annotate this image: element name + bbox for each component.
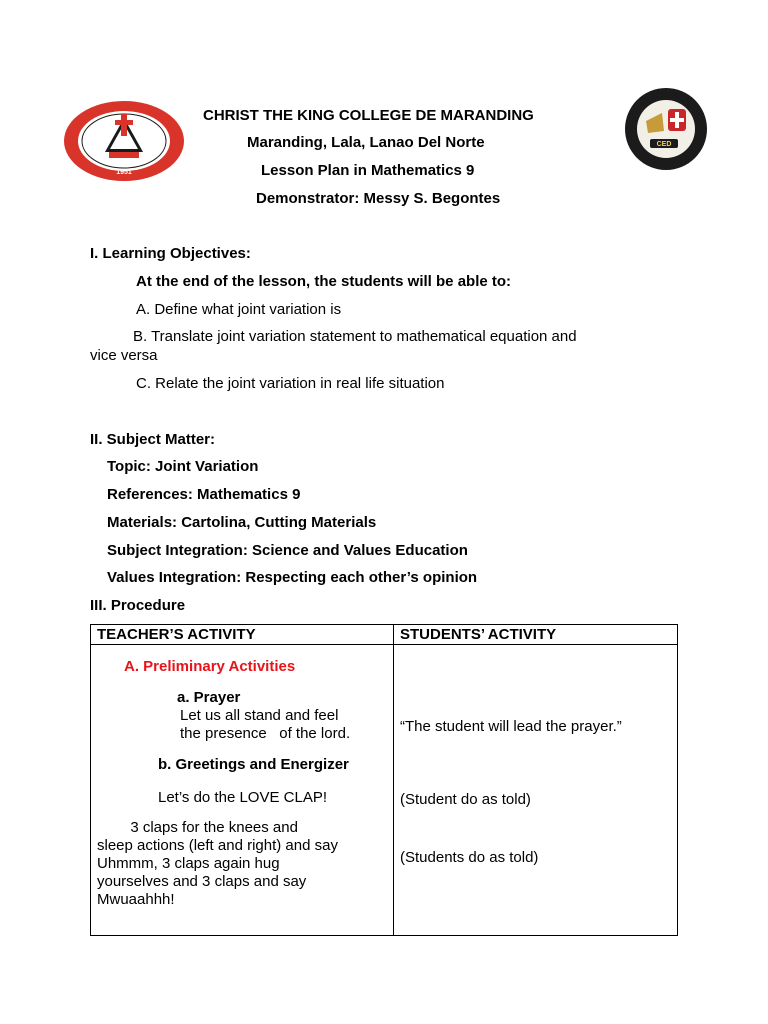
objective-b: B. Translate joint variation statement to mathematical equation and [133,328,577,345]
lesson-title: Lesson Plan in Mathematics 9 [261,162,475,179]
instruction-line-5: Mwuaahhh! [97,891,175,908]
student-told-2: (Students do as told) [400,849,539,866]
seal-year: 1951 [116,169,132,176]
students-activity-header: STUDENTS’ ACTIVITY [400,626,557,643]
subject-matter-heading: II. Subject Matter: [90,431,216,448]
objectives-heading: I. Learning Objectives: [90,245,251,262]
values-integration: Values Integration: Respecting each other’s opinion [107,569,478,586]
student-prayer: “The student will lead the prayer.” [400,718,622,735]
references: References: Mathematics 9 [107,486,301,503]
topic: Topic: Joint Variation [107,458,259,475]
college-seal-logo [63,100,185,182]
school-address: Maranding, Lala, Lanao Del Norte [247,134,485,151]
prayer-line-1: Let us all stand and feel [180,707,339,724]
procedure-table [90,624,678,936]
college-of-education-logo [614,87,718,171]
objectives-intro: At the end of the lesson, the students will be able to: [136,273,512,290]
teacher-activity-header: TEACHER’S ACTIVITY [97,626,256,643]
instruction-line-2: sleep actions (left and right) and say [97,837,338,854]
love-clap-line: Let’s do the LOVE CLAP! [158,789,327,806]
preliminary-activities: A. Preliminary Activities [124,658,296,675]
prayer-line-2: the presence of the lord. [180,725,351,742]
objective-a: A. Define what joint variation is [136,301,342,318]
procedure-heading: III. Procedure [90,597,186,614]
objective-c: C. Relate the joint variation in real life situation [136,375,445,392]
instruction-line-3: Uhmmm, 3 claps again hug [97,855,280,872]
instruction-line-4: yourselves and 3 claps and say [97,873,307,890]
subject-integration: Subject Integration: Science and Values Education [107,542,468,559]
demonstrator: Demonstrator: Messy S. Begontes [256,190,501,207]
objective-b-cont: vice versa [90,347,158,364]
prayer-heading: a. Prayer [177,689,241,706]
instruction-line-1: 3 claps for the knees and [97,819,298,836]
materials: Materials: Cartolina, Cutting Materials [107,514,377,531]
student-told-1: (Student do as told) [400,791,531,808]
greetings-heading: b. Greetings and Energizer [158,756,349,773]
school-name: CHRIST THE KING COLLEGE DE MARANDING [203,107,534,124]
ced-text: CED [656,141,672,148]
